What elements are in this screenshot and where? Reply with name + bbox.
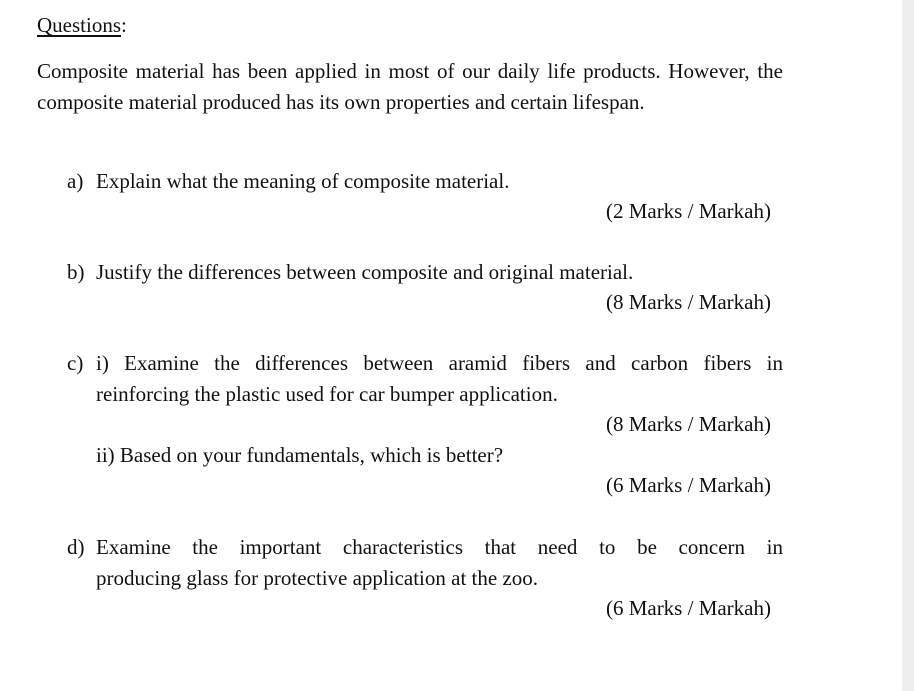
section-heading (37, 10, 127, 40)
question-c-i-marks: (8 Marks / Markah) (605, 412, 771, 436)
scrollbar-track[interactable] (902, 0, 914, 691)
question-d-text (96, 532, 783, 594)
question-a-label: a) (67, 169, 84, 193)
question-a-marks: (2 Marks / Markah) (605, 199, 771, 223)
question-c-ii-text: ii) Based on your fundamentals, which is better? (96, 443, 504, 467)
question-d-line2: producing glass for protective application at the zoo. (96, 566, 539, 590)
question-c-label: c) (67, 351, 84, 375)
heading-colon: : (121, 13, 127, 37)
question-c-ii-marks: (6 Marks / Markah) (605, 473, 771, 497)
question-c-i-line2: reinforcing the plastic used for car bumper application. (96, 382, 558, 406)
question-b-marks: (8 Marks / Markah) (605, 290, 771, 314)
intro-paragraph: Composite material has been applied in most of our daily life products. However, the composite material produced has its own properties and certain lifespan. (37, 59, 783, 114)
question-d-marks: (6 Marks / Markah) (605, 596, 771, 620)
question-b-text: Justify the differences between composite and original material. (96, 260, 634, 284)
question-d-line1: Examine the important characteristics that need to be concern in (96, 535, 783, 559)
question-c-i-line1: i) Examine the differences between aramid fibers and carbon fibers in (96, 351, 783, 375)
question-a-text: Explain what the meaning of composite material. (96, 169, 510, 193)
heading-title: Questions (37, 13, 121, 37)
question-b-label: b) (67, 260, 85, 284)
question-d-label: d) (67, 535, 85, 559)
question-c-i-text (96, 348, 783, 410)
